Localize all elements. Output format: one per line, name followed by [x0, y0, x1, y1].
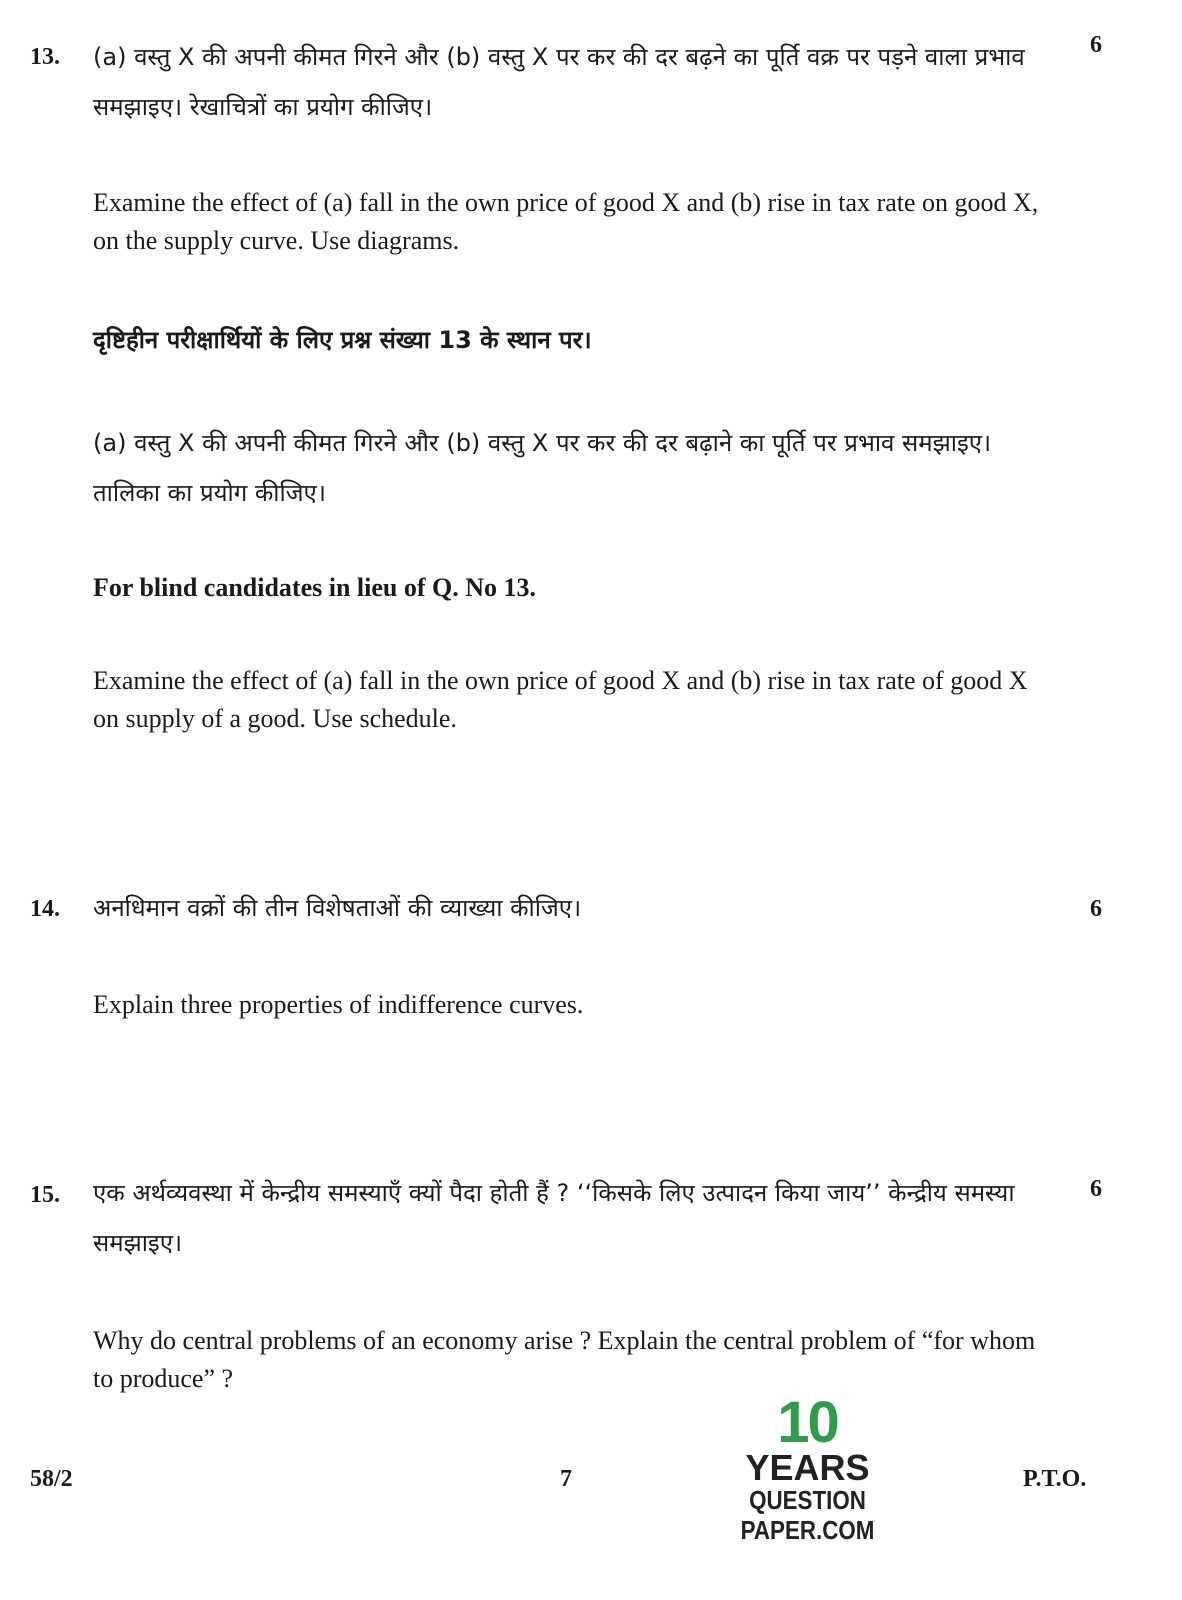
- pto-label: P.T.O.: [1023, 1466, 1087, 1492]
- blind-question-english-text: Examine the effect of (a) fall in the own price of good X and (b) rise in tax rate of good X on supply of a good. Use schedule.: [93, 666, 1028, 733]
- question-15-english-text: Why do central problems of an economy arise ? Explain the central problem of “for whom to produce” ?: [93, 1326, 1036, 1393]
- blind-heading-english: For blind candidates in lieu of Q. No 13.: [93, 573, 537, 602]
- question-15-number: 15.: [30, 1182, 60, 1208]
- question-14-number: 14.: [30, 896, 60, 922]
- watermark-years: YEARS: [745, 1447, 870, 1488]
- question-14-marks: 6: [1090, 896, 1102, 922]
- blind-question-hindi-text: (a) वस्तु X की अपनी कीमत गिरने और (b) वस्तु X पर कर की दर बढ़ाने का पूर्ति पर प्रभाव समझाइए। तालिका का प्रयोग कीजिए।: [93, 429, 992, 507]
- question-13-hindi-text: (a) वस्तु X की अपनी कीमत गिरने और (b) वस्तु X पर कर की दर बढ़ने का पूर्ति वक्र पर पड़ने वाला प्रभाव समझाइए। रेखाचित्रों का प्रयोग कीजिए।: [93, 43, 1025, 121]
- question-15-hindi-text: एक अर्थव्यवस्था में केन्द्रीय समस्याएँ क्यों पैदा होती हैं ? ‘‘किसके लिए उत्पादन किया जाय’’ केन्द्रीय समस्या समझाइए।: [93, 1179, 1015, 1257]
- blind-heading-hindi: दृष्टिहीन परीक्षार्थियों के लिए प्रश्न संख्या 13 के स्थान पर।: [93, 326, 592, 354]
- question-14-english-text: Explain three properties of indifference curves.: [93, 990, 584, 1019]
- page-number: 7: [560, 1466, 572, 1492]
- question-13-english-text: Examine the effect of (a) fall in the own price of good X and (b) rise in tax rate on good X, on the supply curve. Use diagrams.: [93, 188, 1039, 255]
- question-13-number: 13.: [30, 44, 60, 70]
- watermark-site: QUESTION PAPER.COM: [740, 1485, 875, 1545]
- question-14-hindi-text: अनधिमान वक्रों की तीन विशेषताओं की व्याख्या कीजिए।: [93, 894, 582, 922]
- question-13-marks: 6: [1090, 32, 1102, 58]
- watermark-logo: [680, 1390, 935, 1545]
- paper-code: 58/2: [30, 1466, 73, 1492]
- question-15-marks: 6: [1090, 1176, 1102, 1202]
- watermark-number: 10: [777, 1390, 838, 1455]
